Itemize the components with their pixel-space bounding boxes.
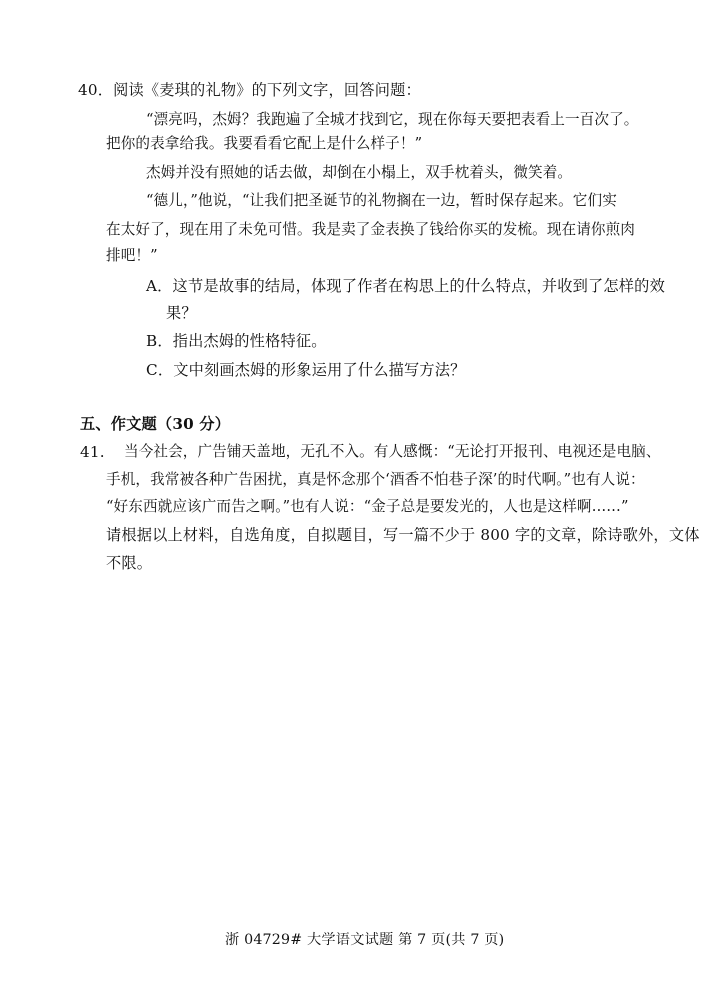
passage-line-2: 把你的表拿给我。我要看看它配上是什么样子！” [106,135,423,152]
question-41-line-1: 当今社会，广告铺天盖地，无孔不入。有人感慨：“无论打开报刊、电视还是电脑、 [124,443,661,460]
sub-question-b: B．指出杰姆的性格特征。 [146,332,327,350]
passage-line-4: “德儿，”他说，“让我们把圣诞节的礼物搁在一边，暂时保存起来。它们实 [146,192,617,209]
question-41-line-2: 手机，我常被各种广告困扰，真是怀念那个‘酒香不怕巷子深’的时代啊。”也有人说： [106,471,645,488]
passage-line-3: 杰姆并没有照她的话去做，却倒在小榻上，双手枕着头，微笑着。 [146,164,573,181]
passage-line-5: 在太好了，现在用了未免可惜。我是卖了金表换了钱给你买的发梳。现在请你煎肉 [106,221,635,238]
passage-line-1: “漂亮吗，杰姆？我跑遍了全城才找到它，现在你每天要把表看上一百次了。 [146,111,639,128]
question-41-line-4: 请根据以上材料，自选角度，自拟题目，写一篇不少于 800 字的文章，除诗歌外，文体 [106,526,700,544]
question-40-header: 40．阅读《麦琪的礼物》的下列文字，回答问题： [78,81,421,99]
sub-question-a: A．这节是故事的结局，体现了作者在构思上的什么特点，并收到了怎样的效 [146,277,665,295]
sub-question-c: C．文中刻画杰姆的形象运用了什么描写方法？ [146,361,466,379]
section-5-title: 五、作文题（30 分） [80,415,231,433]
question-41-line-5: 不限。 [106,554,153,572]
page-footer: 浙 04729# 大学语文试题 第 7 页(共 7 页) [225,932,505,948]
question-41-number: 41. [80,443,105,461]
sub-question-a-cont: 果？ [166,304,197,322]
question-41-line-3: “好东西就应该广而告之啊。”也有人说：“金子总是要发光的，人也是这样啊……” [106,498,629,515]
passage-line-6: 排吧！” [106,247,158,264]
